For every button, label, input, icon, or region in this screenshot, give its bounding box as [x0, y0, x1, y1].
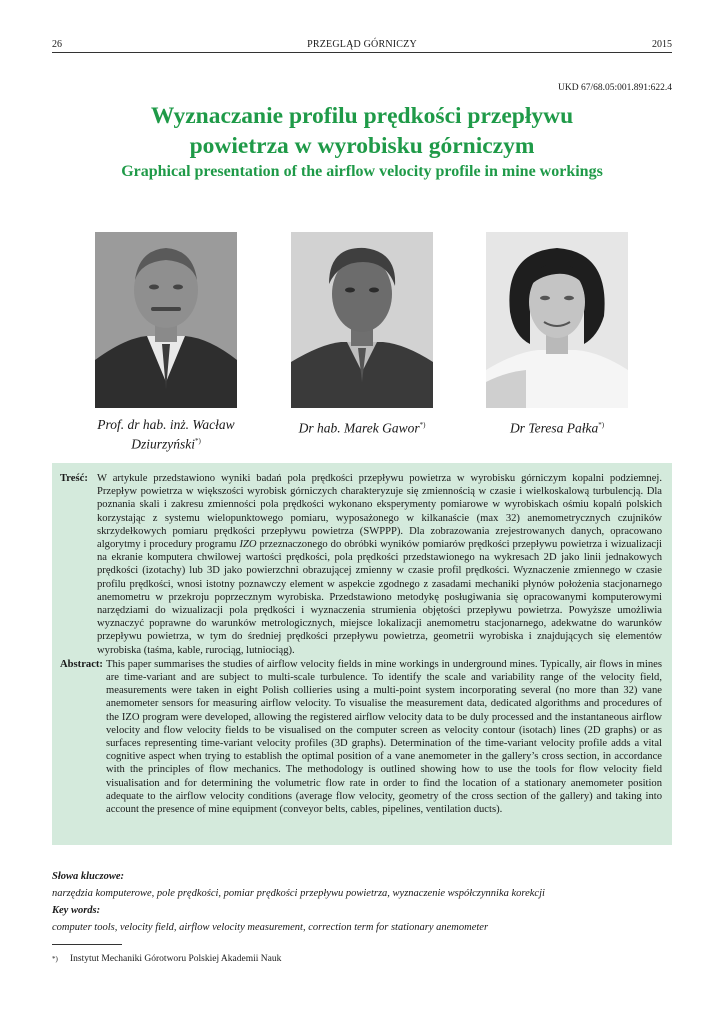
- footnote-mark: *): [52, 955, 58, 963]
- abstract-english-label: Abstract:: [60, 658, 103, 670]
- keywords-english-heading: Key words:: [52, 905, 101, 916]
- footnote: [52, 953, 281, 965]
- affiliation-mark: *): [194, 437, 201, 445]
- title-polish: [40, 101, 684, 161]
- author-name: Dr Teresa Pałka: [509, 420, 599, 436]
- affiliation-mark: *): [419, 421, 426, 429]
- page-number: 26: [52, 39, 62, 50]
- title-english: Graphical presentation of the airflow velocity profile in mine workings: [121, 163, 603, 180]
- author-name: Dr hab. Marek Gawor: [298, 420, 420, 436]
- affiliation-mark: *): [598, 421, 605, 429]
- abstract-box: [52, 463, 672, 845]
- journal-year: 2015: [652, 39, 672, 50]
- keywords-english: [52, 904, 672, 934]
- keywords-polish-heading: Słowa kluczowe:: [52, 871, 125, 882]
- program-name: IZO: [239, 539, 257, 551]
- author-caption-palka: [482, 417, 632, 437]
- title-polish-line-2: powietrza w wyrobisku górniczym: [189, 133, 535, 159]
- author-caption-gawor: [278, 417, 446, 437]
- author-photo-dziurzynski: [95, 232, 237, 408]
- author-photo-gawor: [291, 232, 433, 408]
- footnote-text: Instytut Mechaniki Górotworu Polskiej Akademii Nauk: [70, 954, 282, 964]
- title-polish-line-1: Wyznaczanie profilu prędkości przepływu: [150, 103, 574, 129]
- author-photo-palka: [486, 232, 628, 408]
- abstract-english-text: This paper summarises the studies of airflow velocity fields in mine workings in underground mines. Typically, air flows in mines are time-variant and are subject to multi-scale turbulence. To identify the scale and variability range of the velocity field, measurements were taken in eight Polish collieries using a multi-point system incorporating several (no more than 32) vane anemometer sensors for measuring airflow velocity. To visualise the measurement data, dedicated algorithms and procedures of the IZO program were developed, allowing the registered airflow velocity data to be duly processed and the instantaneous airflow velocity and flow velocity fields to be visualised on the computer screen as velocity contour (isotach) lines (2D graphs) or as surfaces representing time-variant velocity profiles (3D graphs). Determination of the time-variant velocity profile adds a vital cognitive aspect when trying to establish the optimal position of a vane anemometer in the gallery’s cross section, in accordance with the principles of flow mechanics. The methodology is outlined showing how to use the tools for flow velocity field visualisation and for determining the volumetric flow rate in order to find the location of a stationary anemometer position adequate to the airflow velocity conditions (average flow velocity, geometry of the cross section of the gallery) and taking into account the presence of mine equipment (conveyor belts, cables, pipelines, ventilation ducts).: [106, 658, 662, 816]
- ukd-classification: UKD 67/68.05:001.891:622.4: [558, 83, 672, 93]
- author-caption-dziurzynski: [78, 417, 254, 453]
- running-header: [52, 38, 672, 53]
- author-name-line-1: Prof. dr hab. inż. Wacław: [97, 417, 235, 432]
- footnote-rule: [52, 944, 122, 945]
- abstract-polish: [60, 472, 662, 657]
- abstract-polish-label: Treść:: [60, 473, 88, 484]
- abstract-polish-text-part-1: W artykule przedstawiono wyniki badań pola prędkości przepływu powietrza w wyrobisku górniczym kopalni podziemnej. Przepływ powietrza w większości wyrobisk górniczych charakteryzuje się zmiennością w czasie i wielkoskalową turbulencją. Dla poznania skali i zakresu zmienności pola prędkości wykonano eksperymenty pomiarowe w wyrobiskach ośmiu kopalń polskich korzystając z systemu wielopunktowego pomiaru, wyposażonego w kilkanaście (max 32) anemometrycznych czujników skrzydełkowych pomiaru prędkości przepływu powietrza (SWPPP). Dla zobrazowania zrejestrowanych danych, opracowano algorytmy i procedury programu: [97, 473, 662, 551]
- author-name-line-2: Dziurzyński: [131, 436, 195, 452]
- abstract-polish-text-part-2: przeznaczonego do obróbki wyników pomiarów prędkości przepływu powietrza i wizualizacji na ekranie komputera chwilowej wartości prędkości, pola prędkości przedstawionego na wykresach 2D jako linii jednakowych prędkości (izotachy) lub 3D jako powierzchni obrazującej zmienny w czasie profil prędkości. Wyznaczenie zmiennego w czasie profilu prędkości, wnosi istotny poznawczy element w aspekcie zgodnego z zasadami mechaniki płynów położenia stacjonarnego anemometru w przekroju poprzecznym wyrobiska. Przedstawiono metodykę posługiwania się opracowanymi komputerowymi narzędziami do wizualizacji pola prędkości i wyznaczenia strumienia objętości przepływu powietrza. Powyższe umożliwia wyznaczyć poprawne do warunków metrologicznych, miejsce lokalizacji anemometru stacjonarnego, adekwatne do warunków przepływu powietrza, w tym do średniej prędkości przepływu powietrza, geometrii wyrobiska i znajdujących się elementów wyrobiska (taśma, kable, rurociąg, lutniociąg).: [97, 539, 662, 656]
- journal-name: PRZEGLĄD GÓRNICZY: [307, 39, 417, 50]
- abstract-english: [60, 658, 662, 816]
- keywords-polish-text: narzędzia komputerowe, pole prędkości, pomiar prędkości przepływu powietrza, wyznaczenie współczynnika korekcji: [52, 888, 545, 899]
- abstract-polish-text: [97, 472, 662, 657]
- keywords-polish: [52, 870, 672, 900]
- keywords-english-text: computer tools, velocity field, airflow velocity measurement, correction term for stationary anemometer: [52, 922, 489, 933]
